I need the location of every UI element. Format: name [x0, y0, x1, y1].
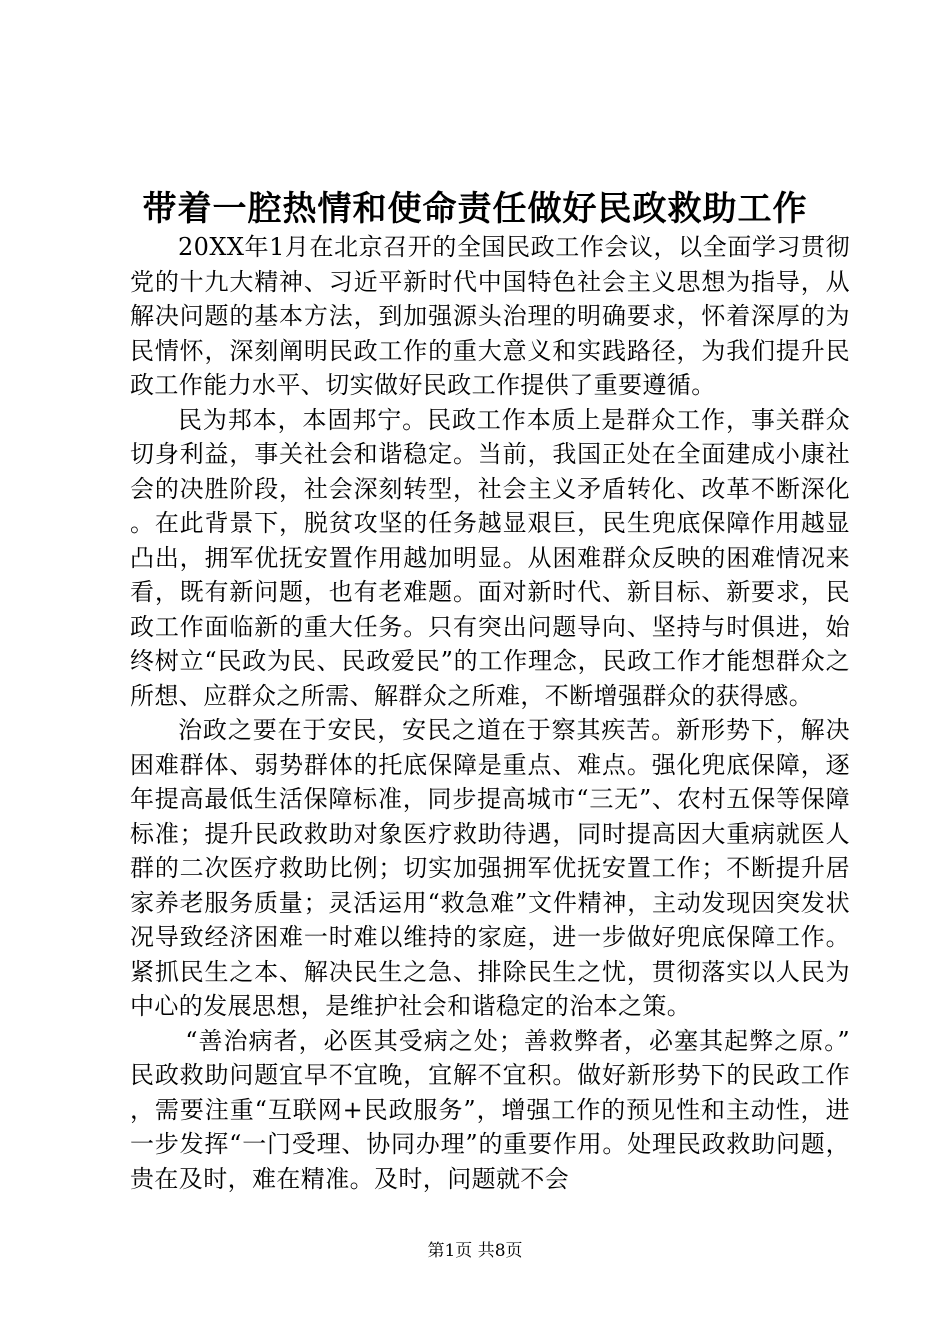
paragraph-2: 民为邦本，本固邦宁。民政工作本质上是群众工作，事关群众切身利益，事关社会和谐稳定。当前，我国正处在全面建成小康社会的决胜阶段，社会深刻转型，社会主义矛盾转化、改革不断深化。在此背景下，脱贫攻坚的任务越显艰巨，民生兜底保障作用越显凸出，拥军优抚安置作用越加明显。从困难群众反映的困难情况来看，既有新问题，也有老难题。面对新时代、新目标、新要求，民政工作面临新的重大任务。只有突出问题导向、坚持与时俱进，始终树立“民政为民、民政爱民”的工作理念，民政工作才能想群众之所想、应群众之所需、解群众之所难，不断增强群众的获得感。 [130, 405, 850, 710]
paragraph-3: 治政之要在于安民，安民之道在于察其疾苦。新形势下，解决困难群体、弱势群体的托底保障是重点、难点。强化兜底保障，逐年提高最低生活保障标准，同步提高城市“三无”、农村五保等保障标准；提升民政救助对象医疗救助待遇，同时提高因大重病就医人群的二次医疗救助比例；切实加强拥军优抚安置工作；不断提升居家养老服务质量；灵活运用“救急难”文件精神，主动发现因突发状况导致经济困难一时难以维持的家庭，进一步做好兜底保障工作。紧抓民生之本、解决民生之急、排除民生之忧，贯彻落实以人民为中心的发展思想，是维护社会和谐稳定的治本之策。 [130, 716, 850, 1020]
paragraph-4: “善治病者，必医其受病之处；善救弊者，必塞其起弊之原。”民政救助问题宜早不宜晚，宜解不宜积。做好新形势下的民政工作，需要注重“互联网+民政服务”，增强工作的预见性和主动性，进一步发挥“一门受理、协同办理”的重要作用。处理民政救助问题，贵在及时，难在精准。及时，问题就不会 [130, 1026, 850, 1193]
document-title: 带着一腔热情和使命责任做好民政救助工作 [142, 189, 808, 229]
paragraph-1: 20XX年1月在北京召开的全国民政工作会议，以全面学习贯彻党的十九大精神、习近平新时代中国特色社会主义思想为指导，从解决问题的基本方法，到加强源头治理的明确要求，怀着深厚的为民情怀，深刻阐明民政工作的重大意义和实践路径，为我们提升民政工作能力水平、切实做好民政工作提供了重要遵循。 [130, 233, 850, 399]
page-number-footer: 第1页 共8页 [427, 1241, 523, 1261]
document-body [130, 230, 850, 1196]
